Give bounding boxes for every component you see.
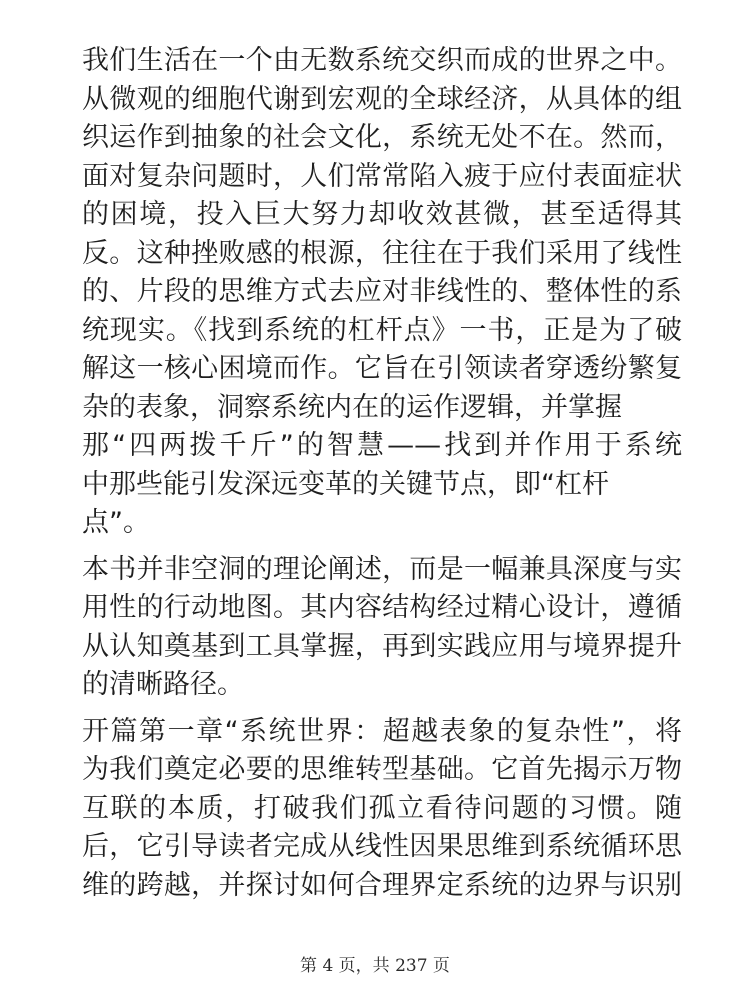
text-line: 解这一核心困境而作。它旨在引领读者穿透纷繁复 (82, 353, 682, 384)
text-line: 我们生活在一个由无数系统交织而成的世界之中。 (82, 45, 682, 76)
text-line: 的清晰路径。 (82, 669, 244, 700)
text-line: 统现实。《找到系统的杠杆点》一书，正是为了破 (82, 314, 682, 346)
text-line: 的、片段的思维方式去应对非线性的、整体性的系 (82, 276, 682, 307)
page-number-footer: 第 4 页，共 237 页 (300, 956, 450, 976)
text-line: 本书并非空洞的理论阐述，而是一幅兼具深度与实 (82, 553, 682, 585)
text-line: 后，它引导读者完成从线性因果思维到系统循环思 (82, 831, 682, 862)
text-line: 维的跨越，并探讨如何合理界定系统的边界与识别 (82, 869, 682, 901)
text-line: 从认知奠基到工具掌握，再到实践应用与境界提升 (82, 630, 682, 662)
text-line: 用性的行动地图。其内容结构经过精心设计，遵循 (82, 592, 682, 623)
text-line: 互联的本质，打破我们孤立看待问题的习惯。随 (82, 792, 682, 824)
document-body (82, 42, 682, 913)
text-line: 的困境，投入巨大努力却收效甚微，甚至适得其 (82, 199, 682, 230)
text-line: 杂的表象，洞察系统内在的运作逻辑，并掌握 (82, 391, 622, 423)
text-line: 点”。 (82, 507, 150, 538)
paragraph-1 (82, 42, 682, 543)
paragraph-2 (82, 551, 682, 705)
text-line: 开篇第一章“系统世界：超越表象的复杂性”，将 (82, 715, 682, 747)
text-line: 那“四两拨千斤”的智慧——找到并作用于系统 (82, 430, 682, 461)
paragraph-3 (82, 713, 682, 906)
text-line: 从微观的细胞代谢到宏观的全球经济，从具体的组 (82, 83, 682, 115)
text-line: 织运作到抽象的社会文化，系统无处不在。然而， (82, 122, 682, 153)
text-line: 面对复杂问题时，人们常常陷入疲于应付表面症状 (82, 160, 682, 192)
text-line: 为我们奠定必要的思维转型基础。它首先揭示万物 (82, 754, 682, 785)
text-line: 中那些能引发深远变革的关键节点，即“杠杆 (82, 468, 609, 500)
text-line: 反。这种挫败感的根源，往往在于我们采用了线性 (82, 237, 682, 269)
